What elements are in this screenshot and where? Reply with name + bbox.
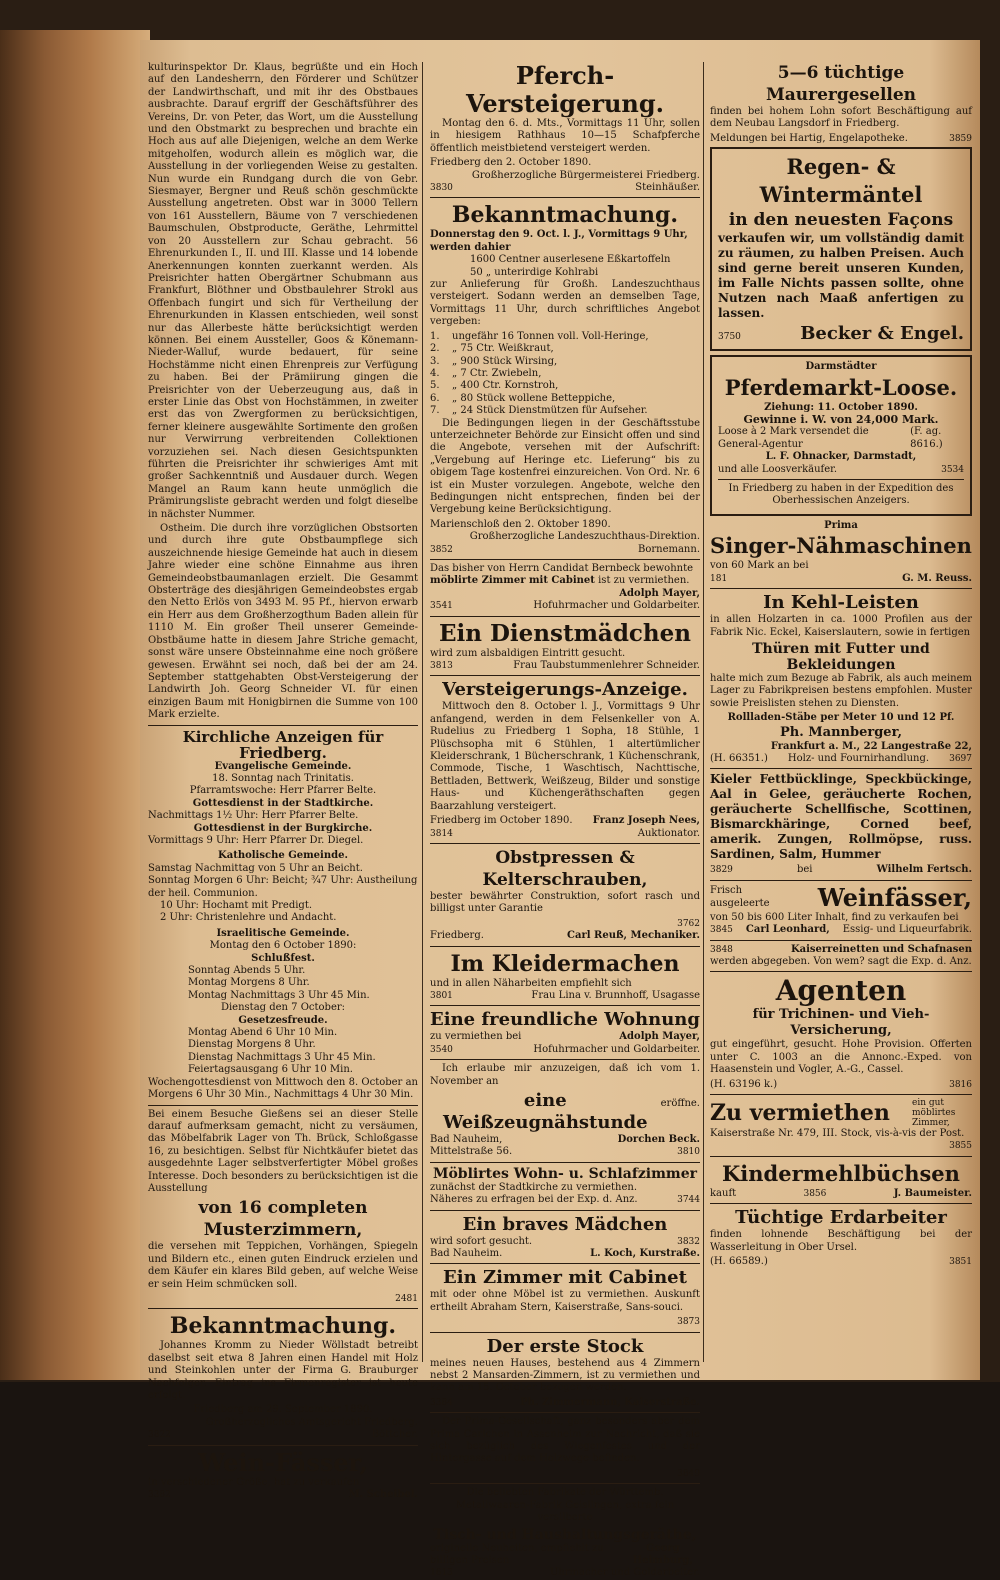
tisch-text2: originelle Neuheiten, empfiehlt zu billigen Preisen bbox=[430, 1542, 604, 1566]
list-item: 1. ungefähr 16 Tonnen voll. Voll-Heringe, bbox=[430, 330, 649, 342]
ad-number: 3384 bbox=[430, 1397, 453, 1408]
stock-text: meines neuen Hauses, bestehend aus 4 Zimmern nebst 2 Mansarden-Zimmern, ist zu vermiethen und kann am 15. October bezogen werden. bbox=[430, 1357, 700, 1394]
bruck-text2: die versehen mit Teppichen, Vorhängen, Spiegeln und Bildern etc., einen guten Eindruck erzielen und dem Käufer ein klares Bild geben, auf welche Weise er sein Heim schmücken soll. bbox=[148, 1241, 418, 1290]
kieler-text: Kieler Fettbücklinge, Speckbückinge, Aal in Gelee, geräucherte Rochen, geräucherte Schellfische, Scottinen, Bismarckhäringe, Corned beef, amerik. Zungen, Rollmöpse, russ. Sardinen, Salm, Hummer bbox=[710, 772, 972, 862]
ad-number: 3822 bbox=[148, 1430, 171, 1441]
bek2-list bbox=[430, 331, 700, 418]
schlaf-text: zunächst der Stadtkirche zu vermiethen. bbox=[430, 1181, 638, 1193]
bek2-sig: Großherzogliche Landeszuchthaus-Direktion. bbox=[469, 531, 700, 543]
divider bbox=[430, 1332, 700, 1333]
ad-number: 3849 bbox=[677, 1468, 700, 1479]
agent-h: (H. 63196 k.) bbox=[710, 1078, 778, 1090]
kath-line: Samstag Nachmittag von 5 Uhr an Beicht. bbox=[148, 862, 363, 874]
divider bbox=[430, 946, 700, 947]
ad-number: 3873 bbox=[677, 1317, 700, 1328]
obst-title: Obstpressen & Kelterschrauben, bbox=[482, 847, 648, 890]
divider bbox=[430, 1005, 700, 1006]
column-right bbox=[710, 62, 972, 1268]
newspaper-page bbox=[140, 40, 980, 1579]
stock-name: Ph. Zimmermann, Kaiserstraße. bbox=[520, 1396, 700, 1408]
article-ostheim: Ostheim. Die durch ihre vorzüglichen Obstsorten und durch ihre gute Obstbaumpflege sich auszeichnende hiesige Gemeinde hat auch in diesem Jahre wieder eine schöne Einnahme aus ihren Gemeindeobstbaumanlagen erzielt. Die Gesammt Obsterträge des diesjährigen Gemeindeobstes ergab den Netto Erlös von 3493 M. 95 Pf., hiervon erwarb ein Herr aus dem Großherzogthum Baden allein für 1110 M. Ein großer Theil unserer Gemeinde-Obstbäume hatte in diesem Jahre Striche gemacht, sonst wäre unsere Obsteinnahme eine noch größere gewesen. Erwähnt sei noch, daß bei der am 24. September stattgehabten Obst-Versteigerung der Landwirth Joh. Georg Schneider VI. für einen einzigen Baum mit Honigbirnen die Summe von 100 Mark erzielte. bbox=[148, 523, 418, 721]
divider bbox=[148, 1105, 418, 1106]
list-item: 3. „ 900 Stück Wirsing, bbox=[430, 355, 558, 367]
braves-place: Bad Nauheim. bbox=[430, 1248, 503, 1259]
bek-sig2: Böttcher. bbox=[371, 1429, 418, 1441]
isr-line: Montag Abend 6 Uhr 10 Min. bbox=[188, 1027, 338, 1039]
singer-text: von 60 Mark an bei bbox=[710, 560, 809, 572]
weiss-text: Ich erlaube mir anzuzeigen, daß ich vom 1. November an bbox=[430, 1063, 700, 1087]
divider bbox=[430, 1162, 700, 1163]
singer-top: Prima bbox=[824, 519, 858, 531]
weinf-pre: Frisch ausgeleerte bbox=[710, 885, 770, 909]
bek2-name: Bornemann. bbox=[637, 543, 700, 555]
kaiser-text: Kaiserreinetten und Schafnasen bbox=[790, 943, 972, 955]
agent-sub: für Trichinen- und Vieh-Versicherung, bbox=[752, 1007, 930, 1039]
darm-date: Ziehung: 11. October 1890. bbox=[764, 401, 918, 413]
zimmer-text: mit oder ohne Möbel ist zu vermiethen. Auskunft ertheilt Abraham Stern, Kaiserstraße, Sans-souci. bbox=[430, 1289, 700, 1313]
wohn-sub: Hofuhrmacher und Goldarbeiter. bbox=[533, 1043, 700, 1055]
isr-line: Dienstag den 7 October: bbox=[220, 1002, 346, 1014]
article-exhibition: kulturinspektor Dr. Klaus, begrüßte und ein Hoch auf den Landesherrn, den Förderer und Schützer der Landwirthschaft, und mit ihr des Obstbaues ausbrachte. Darauf ergriff der Geschäftsführer des Vereins, Dr. von Peter, das Wort, um die Ausstellung und den Obstmarkt zu besprechen und brachte ein Hoch aus auf alle Diejenigen, welche an dem Werke mitgeholfen, wodurch allein es möglich war, die Ausstellung in der vorliegenden Weise zu gestalten. Nun wurde ein Rundgang durch die von Gebr. Siesmayer, Bergner und Reuß schön geschmückte Ausstellung angetreten. Obst war in 3000 Tellern von 161 Ausstellern, Bäume von 7 verschiedenen Baumschulen, Obstproducte, Geräthe, Lehrmittel von 20 Ausstellern zur Schau gebracht. 56 Ehrenurkunden I., II. und III. Klasse und 14 lobende Anerkennungen konnten zuerkannt werden. Als Preisrichter hatten Obergärtner Schubmann aus Frankfurt, Blöthner und Obstbaulehrer Strokl aus Offenbach fungirt und sich für Vertheilung der Ehrenurkunden in Klassen entschieden, weil sonst nur das Allerbeste hätte berücksichtigt werden können. Bei einem Aussteller, Goos & Könemann-Nieder-Walluf, wurde bedauert, für seine Hochstämme nicht einen Ehrenpreis zur Verfügung zu haben. Bei der Prämiirung gingen die Preisrichter von der Ueberzeugung aus, daß in erster Linie das Obst von Hochstämmen, in zweiter erst das von Zwergformen zu berücksichtigen, ferner kleinere ausgewählte Sortimente den großen nur Verwirrung verbreitenden Collektionen vorzuziehen sei. Nach diesen Gesichtspunkten führten die Preisrichter ihr schwieriges Amt mit großer Sachkenntniß und Ausdauer durch. Wegen Mangel an Raum kann heute unmöglich die Prämirungsliste gebracht werden und folgt dieselbe in nächster Nummer. bbox=[148, 62, 418, 520]
weinf-name: Carl Leonhard, bbox=[745, 924, 830, 936]
ad-number: 3697 bbox=[949, 753, 972, 764]
list-item: 7. „ 24 Stück Dienstmützen für Aufseher. bbox=[430, 405, 648, 417]
ev-line: Gottesdienst in der Burgkirche. bbox=[193, 822, 373, 834]
ad-number: 2481 bbox=[395, 1293, 418, 1304]
divider bbox=[430, 1263, 700, 1264]
schlaf-title: Möblirtes Wohn- u. Schlafzimmer bbox=[432, 1165, 698, 1182]
divider bbox=[710, 588, 972, 589]
ad-number: 3845 bbox=[710, 925, 733, 936]
ad-number: 3848 bbox=[710, 944, 733, 955]
kath-line: Sonntag Morgen 6 Uhr: Beicht; ¾7 Uhr: Austheilung der heil. Communion. bbox=[148, 875, 418, 899]
darm-box bbox=[710, 355, 972, 516]
weiss-name: Dorchen Beck. bbox=[617, 1133, 700, 1145]
bek-date: Friedberg am 29. September 1890. bbox=[193, 1404, 373, 1416]
divider bbox=[710, 1156, 972, 1157]
verst-sub: Auktionator. bbox=[637, 827, 700, 839]
pferch-text: Montag den 6. d. Mts., Vormittags 11 Uhr, sollen in hiesigem Rathhaus 10—15 Schafpferche öffentlich meistbietend versteigert werden. bbox=[430, 118, 700, 154]
ad-number: 181 bbox=[710, 573, 728, 584]
darm-name: L. F. Ohnacker, Darmstadt, bbox=[765, 451, 917, 463]
schlaf-text2: Näheres zu erfragen bei der Exp. d. Anz. bbox=[430, 1194, 638, 1206]
bek2-intro3: 50 „ unterirdige Kohlrabi bbox=[470, 266, 599, 278]
kath-line: 2 Uhr: Christenlehre und Andacht. bbox=[160, 912, 337, 924]
braves-text: wird sofort gesucht. bbox=[430, 1235, 533, 1247]
bek2-date: Marienschloß den 2. Oktober 1890. bbox=[430, 518, 611, 530]
ad-number: 3816 bbox=[949, 1079, 972, 1090]
wohn-text: zu vermiethen bei bbox=[430, 1031, 522, 1043]
zimmer-title: Ein Zimmer mit Cabinet bbox=[443, 1267, 687, 1289]
weinf-sub: Essig- und Liqueurfabrik. bbox=[842, 924, 972, 936]
braves-name: L. Koch, Kurstraße. bbox=[590, 1248, 700, 1259]
kinder-title: Kindermehlbüchsen bbox=[722, 1160, 960, 1186]
kieler-name: Wilhelm Fertsch. bbox=[876, 864, 972, 876]
pferch-title: Pferch-Versteigerung. bbox=[465, 61, 665, 118]
stock-title: Der erste Stock bbox=[486, 1335, 644, 1357]
weiss-street: Mittelstraße 56. bbox=[430, 1146, 513, 1158]
kath-title: Katholische Gemeinde. bbox=[218, 850, 348, 862]
bek2-intro2: 1600 Centner auserlesene Eßkartoffeln bbox=[470, 254, 671, 266]
column-middle bbox=[430, 62, 700, 1580]
isr-line: Feiertagsausgang 6 Uhr 10 Min. bbox=[188, 1064, 353, 1076]
regen-text: verkaufen wir, um vollständig damit zu räumen, zu halben Preisen. Auch sind gerne bereit unseren Kunden, im Falle Nichts passen sollte, ohne Nutzen nach Maaß anfertigen zu lassen. bbox=[718, 231, 964, 321]
kinder-name: J. Baumeister. bbox=[893, 1187, 972, 1199]
isr-line: Dienstag Nachmittags 3 Uhr 45 Min. bbox=[188, 1051, 376, 1063]
wohn-title: Eine freundliche Wohnung bbox=[430, 1009, 700, 1031]
ad-number: 3750 bbox=[718, 332, 741, 343]
divider bbox=[710, 971, 972, 972]
singer-name: G. M. Reuss. bbox=[902, 572, 972, 584]
pferch-name: Steinhäußer. bbox=[635, 182, 700, 194]
kehl-text2: halte mich zum Bezuge ab Fabrik, als auch meinem Lager zu Fabrikpreisen bestens empfohlen. Muster sowie Preislisten stehen zu Diensten. bbox=[710, 672, 972, 709]
dienst-text: wird zum alsbaldigen Eintritt gesucht. bbox=[430, 647, 626, 659]
bek-text: Johannes Kromm zu Nieder Wöllstadt betreibt daselbst seit etwa 8 Jahren einen Handel mit Holz und Steinkohlen unter der Firma G. Brauburger Nachfolger. Eintrag ins Firmenregister ist heute erfolgt. bbox=[148, 1340, 418, 1401]
divider bbox=[710, 940, 972, 941]
church-title: Kirchliche Anzeigen für Friedberg. bbox=[182, 727, 384, 762]
ad-number: 3382 bbox=[148, 1490, 171, 1501]
agent-title: Agenten bbox=[775, 974, 907, 1008]
divider bbox=[430, 197, 700, 198]
obst-name: Carl Reuß, Mechaniker. bbox=[567, 930, 700, 942]
isr-line: Dienstag Morgens 8 Uhr. bbox=[188, 1039, 316, 1051]
ad-number: 3829 bbox=[710, 865, 733, 876]
darm-text3: In Friedberg zu haben in der Expedition des Oberhessischen Anzeigers. bbox=[728, 483, 954, 507]
divider bbox=[718, 479, 964, 480]
kehl-sub: Holz- und Fournirhandlung. bbox=[787, 752, 930, 764]
kehl-text: in allen Holzarten in ca. 1000 Profilen aus der Fabrik Nic. Eckel, Kaiserslautern, sowie in fertigen bbox=[710, 614, 972, 638]
isr-line: Gesetzesfreude. bbox=[238, 1014, 328, 1026]
dienst-title: Ein Dienstmädchen bbox=[438, 619, 691, 647]
braves-title: Ein braves Mädchen bbox=[462, 1213, 668, 1235]
ad-number: 3851 bbox=[949, 1257, 972, 1268]
isr-title: Israelitische Gemeinde. bbox=[216, 927, 350, 939]
ad-number: 3744 bbox=[677, 1195, 700, 1206]
divider bbox=[148, 725, 418, 726]
kinder-pre: kauft bbox=[710, 1187, 737, 1199]
maurer-text: finden bei hohem Lohn sofort Beschäftigung auf dem Neubau Langsdorf in Friedberg. bbox=[710, 106, 972, 130]
bek2-title: Bekanntmachung. bbox=[451, 202, 679, 229]
ad-number: 3830 bbox=[430, 183, 453, 194]
kath-line: 10 Uhr: Hochamt mit Predigt. bbox=[160, 900, 313, 911]
kehl-addr: Frankfurt a. M., 22 Langestraße 22, bbox=[770, 740, 972, 752]
tisch-name: Georg Heimburg, bbox=[632, 1542, 693, 1566]
divider bbox=[430, 1412, 700, 1413]
kieler-bei: bei bbox=[796, 864, 813, 876]
ad-number: 3852 bbox=[430, 544, 453, 555]
kleid-name: Frau Lina v. Brunnhoff, Usagasse bbox=[531, 989, 700, 1001]
kehl-big: Thüren mit Futter und Bekleidungen bbox=[752, 640, 930, 673]
ev-line: Pfarramtswoche: Herr Pfarrer Belte. bbox=[189, 785, 377, 797]
ad-number: 3801 bbox=[430, 990, 453, 1001]
list-item: 2. „ 75 Ctr. Weißkraut, bbox=[430, 343, 554, 355]
list-item: 6. „ 80 Stück wollene Betteppiche, bbox=[430, 392, 616, 404]
weiss-title: eine Weißzeugnähstunde bbox=[443, 1089, 648, 1133]
moebl-text: Das bisher von Herrn Candidat Bernbeck bewohnte möblirte Zimmer mit Cabinet ist zu vermiethen. bbox=[430, 563, 694, 587]
wein-title: Wein-Fässer, bbox=[198, 1447, 368, 1477]
divider bbox=[710, 880, 972, 881]
divider bbox=[148, 1308, 418, 1309]
kehl-roll: Rollladen-Stäbe per Meter 10 und 12 Pf. bbox=[727, 712, 955, 724]
maurer-text2: Meldungen bei Hartig, Engelapotheke. bbox=[710, 132, 908, 144]
ev-title: Evangelische Gemeinde. bbox=[214, 760, 352, 772]
ad-number: 3859 bbox=[949, 133, 972, 144]
list-item: 4. „ 7 Ctr. Zwiebeln, bbox=[430, 367, 542, 379]
bruck-headline: von 16 completen Musterzimmern, bbox=[198, 1198, 368, 1241]
ad-number: 3832 bbox=[677, 1236, 700, 1247]
erd-h: (H. 66589.) bbox=[710, 1256, 768, 1268]
verst-date: Friedberg im October 1890. bbox=[430, 815, 573, 827]
verst-title: Versteigerungs-Anzeige. bbox=[442, 679, 688, 701]
divider bbox=[430, 675, 700, 676]
ev-line: Nachmittags 1½ Uhr: Herr Pfarrer Belte. bbox=[148, 810, 359, 822]
ad-number: 3855 bbox=[949, 1141, 972, 1152]
wein-name: M. Scheibel. bbox=[348, 1489, 418, 1501]
verst-name: Franz Joseph Nees, bbox=[592, 815, 700, 827]
verm-text: Kaiserstraße Nr. 479, III. Stock, vis-à-vis der Post. bbox=[710, 1128, 965, 1139]
erd-text: finden lohnende Beschäftigung bei der Wasserleitung in Ober Ursel. bbox=[710, 1229, 972, 1253]
darm-text2: und alle Loosverkäufer. bbox=[718, 463, 838, 475]
kaiser-text2: werden abgegeben. Von wem? sagt die Exp. d. Anz. bbox=[710, 955, 972, 967]
bek-title: Bekanntmachung. bbox=[169, 1313, 397, 1340]
darm-title: Pferdemarkt-Loose. bbox=[724, 374, 958, 400]
kehl-h: (H. 66351.) bbox=[710, 752, 768, 764]
ad-number: 3810 bbox=[677, 1147, 700, 1158]
ad-number: 1613 bbox=[430, 1568, 453, 1579]
regen-name: Becker & Engel. bbox=[800, 323, 964, 345]
kehl-name: Ph. Mannberger, bbox=[780, 724, 902, 740]
tisch-title: Tisch- und Haushaltungsgeräthe, bbox=[433, 1526, 697, 1543]
gesell-text: Der Prima-Gesellschaft, ganz besonders aber dem Prima Carlchen in Assenheim zur Nachricht, daß sie sich bezüglich des Wiegenfestes und der Hintergasse auf dem Holzwege befinden. bbox=[430, 1416, 700, 1465]
ad-number: 3534 bbox=[941, 464, 964, 475]
divider bbox=[710, 768, 972, 769]
regen-title: Regen- & Wintermäntel bbox=[759, 154, 923, 208]
column-rule bbox=[422, 62, 423, 1362]
singer-title: Singer-Nähmaschinen bbox=[710, 533, 972, 559]
ev-line: Vormittags 9 Uhr: Herr Pfarrer Dr. Diegel. bbox=[148, 834, 364, 846]
weiss-text2: eröffne. bbox=[660, 1097, 700, 1109]
darm-top: Darmstädter bbox=[805, 361, 877, 373]
divider bbox=[430, 843, 700, 844]
bek-sig: Großherzogliches Amtsgericht Friedberg. bbox=[205, 1416, 418, 1428]
verst-text: Mittwoch den 8. October l. J., Vormittags 9 Uhr anfangend, werden in dem Felsenkeller von A. Rudelius zu Friedberg 1 Sopha, 18 Stühle, 1 Plüschsopha mit 6 Stühlen, 1 altertümlicher Kleiderschrank, 1 Bücherschrank, 1 Küchenschrank, Commode, Tische, 1 Waschtisch, Nachttische, Bettladen, Bettwerk, Weißzeug, Bilder und sonstige Haus- und Küchengeräthschaften gegen Baarzahlung versteigert. bbox=[430, 701, 700, 812]
verm-title: Zu vermiethen bbox=[710, 1100, 890, 1126]
bruck-text: Bei einem Besuche Gießens sei an dieser Stelle darauf aufmerksam gemacht, nicht zu versäumen, das Möbelfabrik Lager von Th. Brück, Schloßgasse 16, zu besichtigen. Selbst für Nichtkäufer bietet das ausgedehnte Lager selbstverfertigter Möbel großes Interesse. Doch besonders zu berücksichtigen ist die Ausstellung bbox=[148, 1108, 418, 1194]
ev-line: 18. Sonntag nach Trinitatis. bbox=[212, 772, 354, 784]
isr-line: Montag den 6 October 1890: bbox=[209, 940, 357, 952]
ev-line: Gottesdienst in der Stadtkirche. bbox=[192, 797, 374, 809]
ad-number: 3540 bbox=[430, 1044, 453, 1055]
ad-number: 3814 bbox=[430, 828, 453, 839]
kleid-text: und in allen Näharbeiten empfiehlt sich bbox=[430, 977, 632, 989]
isr-line: Sonntag Abends 5 Uhr. bbox=[188, 965, 306, 977]
obst-place: Friedberg. bbox=[430, 930, 484, 942]
list-item: 5. „ 400 Ctr. Kornstroh, bbox=[430, 380, 559, 392]
verm-side: ein gut möblirtes Zimmer, bbox=[912, 1098, 956, 1128]
divider bbox=[710, 1094, 972, 1095]
divider bbox=[430, 1210, 700, 1211]
isr-line: Montag Nachmittags 3 Uhr 45 Min. bbox=[188, 989, 370, 1001]
pferch-date: Friedberg den 2. October 1890. bbox=[430, 157, 592, 169]
ad-number: 3762 bbox=[677, 918, 700, 929]
moebl-sub: Hofuhrmacher und Goldarbeiter. bbox=[533, 600, 700, 612]
bek2-text: Die Bedingungen liegen in der Geschäftsstube unterzeichneter Behörde zur Einsicht offen und sind die Angebote, versehen mit der Aufschrift: „Vergebung auf Heringe etc. Lieferung“ bis zu obigem Tage kostenfrei einzureichen. Von Ord. Nr. 6 ist ein Muster vorzulegen. Angebote, welche den Bedingungen nicht entsprechen, finden bei der Vergebung keine Berücksichtigung. bbox=[430, 417, 700, 516]
kehl-title: In Kehl-Leisten bbox=[763, 592, 919, 614]
divider bbox=[430, 1059, 700, 1060]
darm-gew: Gewinne i. W. von 24,000 Mark. bbox=[743, 413, 939, 427]
regen-box bbox=[710, 147, 972, 351]
obst-text: bester bewährter Construktion, sofort rasch und billigst unter Garantie bbox=[430, 890, 700, 915]
column-left bbox=[148, 62, 418, 1501]
ad-number: 3541 bbox=[430, 601, 453, 612]
ad-number: 3856 bbox=[803, 1188, 827, 1199]
maurer-title: 5—6 tüchtige Maurergesellen bbox=[765, 63, 917, 105]
tisch-sub: Uhrmacher und Goldarbeiter. bbox=[549, 1567, 700, 1579]
moebl-name: Adolph Mayer, bbox=[619, 587, 700, 599]
isr-line: Wochengottesdienst von Mittwoch den 8. October an Morgens 6 Uhr 30 Min., Nachmittags 4 Uhr 30 Min. bbox=[148, 1076, 418, 1101]
wohn-name: Adolph Mayer, bbox=[619, 1031, 700, 1043]
weinf-text: von 50 bis 600 Liter Inhalt, find zu verkaufen bei bbox=[710, 911, 959, 923]
divider bbox=[148, 1445, 418, 1446]
erd-title: Tüchtige Erdarbeiter bbox=[735, 1207, 947, 1229]
bek2-intro: Donnerstag den 9. Oct. l. J., Vormittags 9 Uhr, werden dahier bbox=[430, 229, 688, 253]
kleid-title: Im Kleidermachen bbox=[450, 950, 680, 977]
divider bbox=[430, 559, 700, 560]
darm-agent: (F. ag. 8616.) bbox=[910, 426, 943, 450]
weinf-title: Weinfässer, bbox=[817, 882, 972, 912]
weiss-place: Bad Nauheim, bbox=[430, 1133, 503, 1145]
agent-text: gut eingeführt, gesucht. Hohe Provision. Offerten unter C. 1003 an die Annonc.-Exped. von Haasenstein und Vogler, A.-G., Cassel. bbox=[710, 1039, 972, 1076]
pferch-sig: Großherzogliche Bürgermeisterei Friedberg. bbox=[471, 169, 700, 181]
divider bbox=[430, 616, 700, 617]
darm-text: Loose à 2 Mark versendet die General-Agentur bbox=[718, 426, 869, 450]
book-binding bbox=[0, 30, 150, 1380]
regen-sub: in den neuesten Façons bbox=[728, 210, 954, 231]
divider bbox=[710, 1203, 972, 1204]
column-rule bbox=[703, 62, 704, 1362]
divider bbox=[430, 1483, 700, 1484]
dienst-name: Frau Taubstummenlehrer Schneider. bbox=[513, 660, 700, 672]
isr-line: Montag Morgens 8 Uhr. bbox=[188, 977, 310, 989]
wein-text: in verschiedener Größe, hat zu verkaufen bbox=[148, 1476, 360, 1488]
tisch-text: Die beliebten Fabrikate der Württemb. Metallwaaren-Fabrik Geislingen, extra fein versilberte bbox=[455, 1487, 675, 1524]
bek2-intro4: zur Anlieferung für Großh. Landeszuchthaus versteigert. Sodann werden an demselben Tage, Vormittags 11 Uhr, durch schriftliches Angebot vergeben: bbox=[430, 279, 700, 328]
isr-line: Schlußfest. bbox=[251, 952, 315, 964]
ad-number: 3813 bbox=[430, 661, 453, 672]
